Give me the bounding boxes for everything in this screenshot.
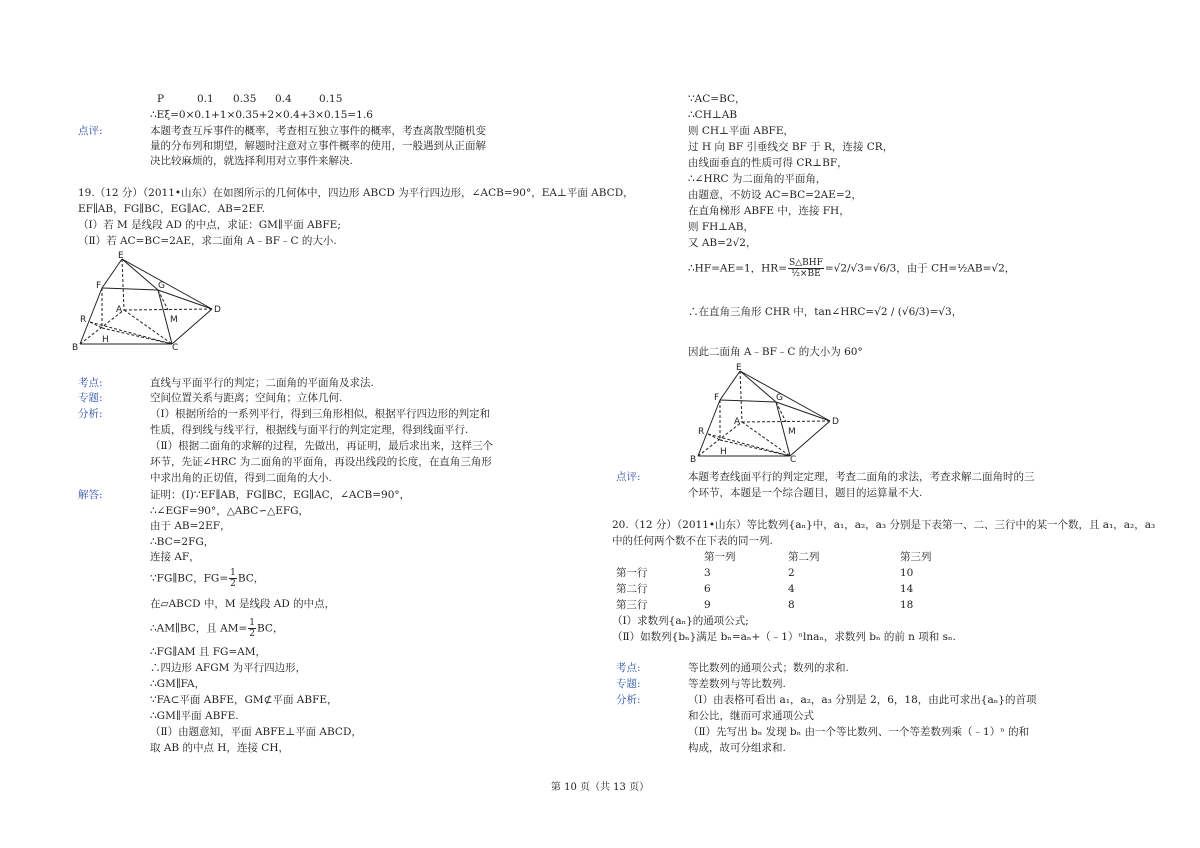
fenxi-right-0: （Ⅰ）由表格可看出 a₁，a₂，a₃ 分别是 2，6，18，由此可求出{aₙ}的首项 [688, 694, 1037, 706]
q19-line-0: 19.（12 分）（2011•山东）在如图所示的几何体中，四边形 ABCD 为平行四边形，∠ACB=90°，EA⊥平面 ABCD， [78, 187, 634, 199]
parallelogram-line: 在▱ABCD 中，M 是线段 AD 的中点， [150, 598, 336, 610]
jieda-1: ∴∠EGF=90°，△ABC∽△EFG， [150, 505, 310, 517]
hr-mid: = [824, 262, 834, 275]
zhuanti-left: 空间位置关系与距离；空间角；立体几何. [150, 392, 343, 404]
right-top-8: 则 FH⊥AB， [688, 221, 754, 233]
half-fraction-2 [248, 618, 256, 639]
hr-val: √2/√3=√6/3 [833, 262, 897, 275]
kaodian-label-left: 考点: [78, 377, 103, 389]
dianping-line-0: 本题考查互斥事件的概率，考查相互独立事件的概率，考查离散型随机变 [150, 125, 486, 137]
fig-label-D: D [214, 305, 221, 315]
table-header-col1: 第一列 [704, 551, 736, 563]
fenxi-right-1: 和公比，继而可求通项公式 [688, 710, 814, 722]
p-val-2: 0.4 [275, 93, 292, 105]
dianping-right-0: 本题考查线面平行的判定定理，考查二面角的求法，考查求解二面角时的三 [688, 471, 1035, 483]
table-cell: 8 [788, 599, 795, 611]
p-val-1: 0.35 [233, 93, 257, 105]
fig-label-E: E [118, 251, 124, 261]
hr-num: S△BHF [789, 258, 823, 268]
table-cell: 9 [704, 599, 711, 611]
right-top-1: ∴CH⊥AB [688, 109, 738, 121]
ch-text: ，由于 CH=½AB=√2， [896, 262, 1016, 275]
fenxi-label-right: 分析: [616, 694, 641, 706]
jieda2-6: 取 AB 的中点 H，连接 CH， [150, 742, 289, 754]
fenxi-right-2: （Ⅱ）先写出 bₙ 发现 bₙ 由一个等比数列、一个等差数列乘（﹣1）ⁿ 的和 [688, 726, 1030, 738]
zhuanti-label-left: 专题: [78, 392, 103, 404]
fenxi-left-2: （Ⅱ）根据二面角的求解的过程，先做出，再证明，最后求出来，这样三个 [150, 440, 494, 452]
half-num-2: 1 [249, 618, 256, 628]
fig-label-H: H [102, 335, 109, 345]
half-den-2: 2 [249, 629, 256, 639]
page-footer: 第 10 页（共 13 页） [550, 782, 650, 793]
p-val-0: 0.1 [197, 93, 214, 105]
q19-line-1: EF∥AB，FG∥BC，EG∥AC．AB=2EF. [78, 203, 266, 215]
fenxi-label-left: 分析: [78, 408, 103, 420]
table-cell: 10 [900, 567, 914, 579]
table-row-label: 第二行 [616, 583, 648, 595]
fig2-label-G: G [776, 393, 783, 403]
fig-label-R: R [80, 315, 87, 325]
q20-line-1: 中的任何两个数不在下表的同一列. [612, 535, 773, 547]
dianping-line-1: 量的分布列和期望，解题时注意对立事件概率的使用，一般遇到从正面解 [150, 140, 486, 152]
hr-den: ½×BE [791, 269, 821, 279]
zhuanti-right: 等差数列与等比数列. [688, 678, 786, 690]
jieda-label-left: 解答: [78, 489, 103, 501]
dianping-line-2: 决比较麻烦的，就选择利用对立事件来解决. [150, 155, 353, 167]
ab-line: 又 AB=2√2， [688, 237, 757, 249]
right-top-2: 则 CH⊥平面 ABFE， [688, 125, 794, 137]
right-top-7: 在直角梯形 ABFE 中，连接 FH， [688, 205, 850, 217]
jieda2-5: （Ⅱ）由题意知，平面 ABFE⊥平面 ABCD， [150, 726, 362, 738]
dianping-right-1: 个环节，本题是一个综合题目，题目的运算量不大. [688, 487, 923, 499]
table-row-label: 第三行 [616, 599, 648, 611]
dianping-label-left: 点评: [78, 125, 103, 137]
fig2-label-R: R [698, 427, 705, 437]
geometry-figure-right [688, 364, 848, 466]
fenxi-left-1: 性质，得到线与线平行，根据线与面平行的判定定理，得到线面平行. [150, 424, 469, 436]
fig2-label-M: M [788, 427, 796, 437]
hr-line [688, 258, 1015, 279]
q19-line-2: （Ⅰ）若 M 是线段 AD 的中点，求证：GM∥平面 ABFE; [78, 219, 341, 231]
half-den-1: 2 [230, 579, 236, 589]
fenxi-left-0: （Ⅰ）根据所给的一系列平行，得到三角形相似，根据平行四边形的判定和 [150, 408, 491, 420]
fg-line [150, 568, 264, 589]
right-top-5: ∴∠HRC 为二面角的平面角， [688, 173, 827, 185]
kaodian-left: 直线与平面平行的判定；二面角的平面角及求法. [150, 377, 374, 389]
fig2-label-E: E [736, 363, 742, 373]
p-val-3: 0.15 [319, 93, 343, 105]
conclusion-line: 因此二面角 A﹣BF﹣C 的大小为 60° [688, 346, 863, 358]
fig-label-F: F [96, 281, 102, 291]
jieda2-0: ∴FG∥AM 且 FG=AM， [150, 646, 267, 658]
expectation-line: ∴Eξ=0×0.1+1×0.35+2×0.4+3×0.15=1.6 [150, 109, 373, 121]
right-top-6: 由题意，不妨设 AC=BC=2AE=2， [688, 189, 862, 201]
right-top-0: ∵AC=BC， [688, 93, 746, 105]
zhuanti-label-right: 专题: [616, 678, 641, 690]
geometry-figure-left [72, 252, 232, 354]
table-cell: 4 [788, 583, 795, 595]
fig2-label-A: A [734, 417, 741, 427]
am-line [150, 618, 283, 639]
jieda-0: 证明：(Ⅰ)∵EF∥AB，FG∥BC，EG∥AC，∠ACB=90°， [150, 489, 411, 501]
table-row-label: 第一行 [616, 567, 648, 579]
jieda2-1: ∴四边形 AFGM 为平行四边形， [150, 662, 307, 674]
tan-line: ∴在直角三角形 CHR 中，tan∠HRC=√2 / (√6/3)=√3， [688, 306, 963, 318]
kaodian-right: 等比数列的通项公式；数列的求和. [688, 662, 849, 674]
am-pre: ∴AM∥BC，且 AM= [150, 622, 248, 635]
am-post: BC， [257, 622, 284, 635]
p-label: P [157, 93, 165, 105]
fig-label-B: B [72, 343, 79, 353]
fenxi-left-3: 环节，先证∠HRC 为二面角的平面角，再设出线段的长度，在直角三角形 [150, 456, 492, 468]
table-header-col3: 第三列 [900, 551, 932, 563]
fig-label-M: M [170, 315, 178, 325]
table-cell: 3 [704, 567, 711, 579]
fig2-label-F: F [714, 393, 720, 403]
table-header-col2: 第二列 [788, 551, 820, 563]
fenxi-right-3: 构成，故可分组求和. [688, 742, 786, 754]
half-num-1: 1 [230, 568, 236, 578]
jieda2-3: ∵FA⊂平面 ABFE，GM⊄平面 ABFE， [150, 694, 338, 706]
fenxi-left-4: 中求出角的正切值，得到二面角的大小. [150, 472, 332, 484]
hr-pre: ∴HF=AE=1，HR= [688, 262, 788, 275]
fig2-label-D: D [832, 417, 839, 427]
right-top-3: 过 H 向 BF 引垂线交 BF 于 R，连接 CR， [688, 141, 894, 153]
fig-label-C: C [172, 343, 179, 353]
half-fraction-1 [229, 568, 237, 589]
q19-line-3: （Ⅱ）若 AC=BC=2AE，求二面角 A﹣BF﹣C 的大小. [78, 235, 337, 247]
fig-label-A: A [116, 305, 123, 315]
fg-post: BC， [237, 572, 265, 585]
jieda2-2: ∴GM∥FA， [150, 678, 206, 690]
table-cell: 18 [900, 599, 914, 611]
kaodian-label-right: 考点: [616, 662, 641, 674]
fg-pre: ∵FG∥BC，FG= [150, 572, 229, 585]
table-cell: 14 [900, 583, 914, 595]
right-top-4: 由线面垂直的性质可得 CR⊥BF， [688, 157, 848, 169]
table-cell: 6 [704, 583, 711, 595]
fig2-label-C: C [790, 455, 797, 465]
q20-line-0: 20.（12 分）（2011•山东）等比数列{aₙ}中，a₁，a₂，a₃ 分别是下表第一、二、三行中的某一个数，且 a₁，a₂，a₃ [612, 519, 1156, 531]
hr-fraction [788, 258, 824, 279]
jieda-4: 连接 AF， [150, 551, 200, 563]
jieda2-4: ∴GM∥平面 ABFE. [150, 710, 239, 722]
dianping-label-right: 点评: [616, 471, 641, 483]
table-cell: 2 [788, 567, 795, 579]
fig2-label-H: H [720, 447, 727, 457]
q20-part-2: （Ⅱ）如数列{bₙ}满足 bₙ=aₙ+（﹣1）ⁿlnaₙ，求数列 bₙ 的前 n 项和 sₙ. [612, 631, 956, 643]
jieda-2: 由于 AB=2EF， [150, 520, 231, 532]
q20-part-1: （Ⅰ）求数列{aₙ}的通项公式; [612, 615, 749, 627]
fig-label-G: G [158, 281, 165, 291]
jieda-3: ∴BC=2FG， [150, 536, 215, 548]
fig2-label-B: B [690, 455, 697, 465]
